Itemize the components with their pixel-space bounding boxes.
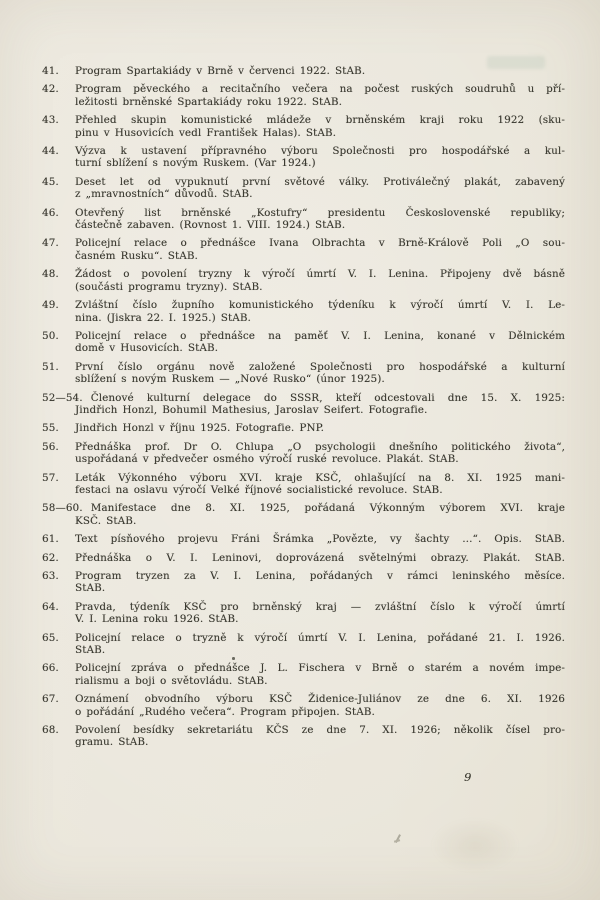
item-number: 62. bbox=[42, 551, 59, 564]
ink-speck bbox=[232, 657, 235, 660]
item-number: 65. bbox=[42, 631, 59, 644]
item-number: 48. bbox=[42, 268, 59, 281]
item-number: 45. bbox=[42, 175, 59, 188]
item-text: Manifestace dne 8. XI. 1925, pořádaná Výkonným výborem XVI. kraje bbox=[90, 502, 565, 515]
list-item bbox=[42, 392, 565, 417]
bibliography-list bbox=[42, 65, 565, 755]
item-number: 43. bbox=[42, 114, 59, 127]
item-number: 68. bbox=[42, 724, 59, 737]
item-number: 42. bbox=[42, 83, 59, 96]
item-text: Policejní relace o přednášce Ivana Olbrachta v Brně-Králově Poli „O sou- bbox=[75, 237, 565, 250]
item-line bbox=[42, 662, 565, 674]
item-number: 57. bbox=[42, 471, 59, 484]
item-line bbox=[42, 392, 565, 404]
item-line bbox=[42, 441, 565, 453]
item-line: Jindřich Honzl, Bohumil Mathesius, Jaroslav Seifert. Fotografie. bbox=[75, 403, 428, 416]
list-item bbox=[42, 268, 565, 293]
list-item bbox=[42, 361, 565, 386]
item-number: 44. bbox=[42, 145, 59, 158]
list-item bbox=[42, 422, 565, 434]
list-item bbox=[42, 176, 565, 201]
item-text: První číslo orgánu nově založené Společnosti pro hospodářské a kulturní bbox=[75, 360, 565, 373]
list-item bbox=[42, 330, 565, 355]
item-text: Leták Výkonného výboru XVI. kraje KSČ, ohlašující na 8. XI. 1925 mani- bbox=[75, 471, 565, 484]
item-line: turní sblížení s novým Ruskem. (Var 1924.) bbox=[75, 157, 316, 170]
item-line bbox=[42, 268, 565, 280]
list-item bbox=[42, 207, 565, 232]
item-number: 41. bbox=[42, 65, 59, 77]
item-number: 61. bbox=[42, 533, 59, 546]
paper-smudge bbox=[430, 818, 520, 873]
item-number: 64. bbox=[42, 600, 59, 613]
item-line bbox=[42, 693, 565, 705]
item-line: o pořádání „Rudého večera“. Program připojen. StAB. bbox=[75, 705, 375, 718]
list-item bbox=[42, 502, 565, 527]
item-line bbox=[42, 361, 565, 373]
list-item bbox=[42, 114, 565, 139]
item-line bbox=[42, 632, 565, 644]
item-line bbox=[42, 299, 565, 311]
list-item bbox=[42, 83, 565, 108]
page-number: 9 bbox=[464, 770, 472, 784]
list-item bbox=[42, 601, 565, 626]
item-line bbox=[42, 237, 565, 249]
item-line bbox=[42, 570, 565, 582]
item-number: 63. bbox=[42, 570, 59, 582]
item-line bbox=[42, 422, 565, 434]
pencil-mark bbox=[393, 833, 403, 845]
item-line bbox=[42, 472, 565, 484]
item-line bbox=[42, 533, 565, 545]
item-text: Program tryzen za V. I. Lenina, pořádaných v rámci leninského měsíce. bbox=[75, 570, 565, 582]
item-text: Text písňového projevu Fráni Šrámka „Povězte, vy šachty ...“. Opis. StAB. bbox=[75, 533, 565, 546]
item-line bbox=[42, 330, 565, 342]
item-text: Výzva k ustavení přípravného výboru Společnosti pro hospodářské a kul- bbox=[75, 145, 565, 158]
list-item bbox=[42, 441, 565, 466]
item-line bbox=[42, 601, 565, 613]
item-number: 51. bbox=[42, 360, 59, 373]
item-number: 58—60. bbox=[42, 502, 83, 515]
item-number: 47. bbox=[42, 237, 59, 250]
list-item bbox=[42, 533, 565, 545]
item-number: 49. bbox=[42, 299, 59, 312]
item-text: Program Spartakiády v Brně v červenci 1922. StAB. bbox=[75, 65, 366, 77]
list-item bbox=[42, 724, 565, 749]
item-line: domě v Husovicích. StAB. bbox=[75, 342, 219, 355]
item-line: gramu. StAB. bbox=[75, 736, 149, 749]
item-line: sblížení s novým Ruskem — „Nové Rusko“ (únor 1925). bbox=[75, 373, 385, 386]
item-text: Pravda, týdeník KSČ pro brněnský kraj — zvláštní číslo k výročí úmrtí bbox=[75, 600, 565, 613]
item-number: 52—54. bbox=[42, 391, 83, 404]
list-item bbox=[42, 693, 565, 718]
item-line: z „mravnostních“ důvodů. StAB. bbox=[75, 188, 253, 201]
item-text: Jindřich Honzl v říjnu 1925. Fotografie. PNP. bbox=[75, 422, 325, 435]
item-text: Přehled skupin komunistické mládeže v brněnském kraji roku 1922 (sku- bbox=[75, 114, 565, 127]
item-line: V. I. Lenina roku 1926. StAB. bbox=[75, 613, 239, 626]
item-line: uspořádaná v předvečer osmého výročí ruské revoluce. Plakát. StAB. bbox=[75, 453, 459, 466]
list-item bbox=[42, 570, 565, 595]
ink-bleed-smudge bbox=[487, 56, 545, 69]
item-line bbox=[42, 207, 565, 219]
item-line: pinu v Husovicích vedl František Halas). StAB. bbox=[75, 126, 337, 139]
item-line: StAB. bbox=[75, 582, 106, 595]
list-item bbox=[42, 632, 565, 657]
list-item bbox=[42, 552, 565, 564]
item-text: Povolení besídky sekretariátu KČS ze dne 7. XI. 1926; několik čísel pro- bbox=[75, 724, 565, 737]
item-number: 67. bbox=[42, 693, 59, 706]
item-line: ležitosti brněnské Spartakiády roku 1922. StAB. bbox=[75, 95, 343, 108]
item-line: nina. (Jiskra 22. I. 1925.) StAB. bbox=[75, 311, 251, 324]
item-text: Program pěveckého a recitačního večera na počest ruských soudruhů u pří- bbox=[75, 83, 565, 96]
item-text: Policejní relace o přednášce na paměť V. I. Lenina, konané v Dělnickém bbox=[75, 329, 565, 342]
item-text: Žádost o povolení tryzny k výročí úmrtí V. I. Lenina. Připojeny dvě básně bbox=[75, 268, 565, 281]
item-text: Otevřený list brněnské „Kostufry“ presidentu Československé republiky; bbox=[75, 206, 565, 219]
item-number: 50. bbox=[42, 329, 59, 342]
item-number: 46. bbox=[42, 206, 59, 219]
item-text: Přednáška o V. I. Leninovi, doprovázená světelnými obrazy. Plakát. StAB. bbox=[75, 551, 565, 564]
item-line bbox=[42, 552, 565, 564]
list-item bbox=[42, 237, 565, 262]
item-line: rialismu a boji o světovládu. StAB. bbox=[75, 674, 268, 687]
item-text: Oznámení obvodního výboru KSČ Židenice-Juliánov ze dne 6. XI. 1926 bbox=[75, 693, 565, 706]
item-line bbox=[42, 176, 565, 188]
list-item bbox=[42, 472, 565, 497]
item-text: Policejní zpráva o přednášce J. L. Fischera v Brně o starém a novém impe- bbox=[75, 662, 565, 675]
item-number: 55. bbox=[42, 422, 59, 435]
item-number: 56. bbox=[42, 440, 59, 453]
item-text: Přednáška prof. Dr O. Chlupa „O psychologii dnešního politického života“, bbox=[75, 440, 565, 453]
item-text: Zvláštní číslo župního komunistického týdeníku k výročí úmrtí V. I. Le- bbox=[75, 299, 565, 312]
item-line bbox=[42, 145, 565, 157]
item-line bbox=[42, 83, 565, 95]
item-number: 66. bbox=[42, 662, 59, 675]
item-line: časném Rusku“. StAB. bbox=[75, 249, 198, 262]
item-line: StAB. bbox=[75, 644, 106, 657]
item-line bbox=[42, 114, 565, 126]
item-text: Deset let od vypuknutí první světové války. Protiválečný plakát, zabavený bbox=[75, 175, 565, 188]
item-line bbox=[42, 502, 565, 514]
item-line: částečně zabaven. (Rovnost 1. VIII. 1924.) StAB. bbox=[75, 219, 346, 232]
item-line: KSČ. StAB. bbox=[75, 514, 137, 527]
list-item bbox=[42, 299, 565, 324]
list-item bbox=[42, 662, 565, 687]
item-line bbox=[42, 724, 565, 736]
item-line: (součásti programu tryzny). StAB. bbox=[75, 280, 263, 293]
item-line: festaci na oslavu výročí Velké říjnové socialistické revoluce. StAB. bbox=[75, 483, 443, 496]
item-text: Členové kulturní delegace do SSSR, kteří odcestovali dne 15. X. 1925: bbox=[90, 391, 565, 404]
list-item bbox=[42, 145, 565, 170]
item-text: Policejní relace o tryzně k výročí úmrtí V. I. Lenina, pořádané 21. I. 1926. bbox=[75, 631, 565, 644]
